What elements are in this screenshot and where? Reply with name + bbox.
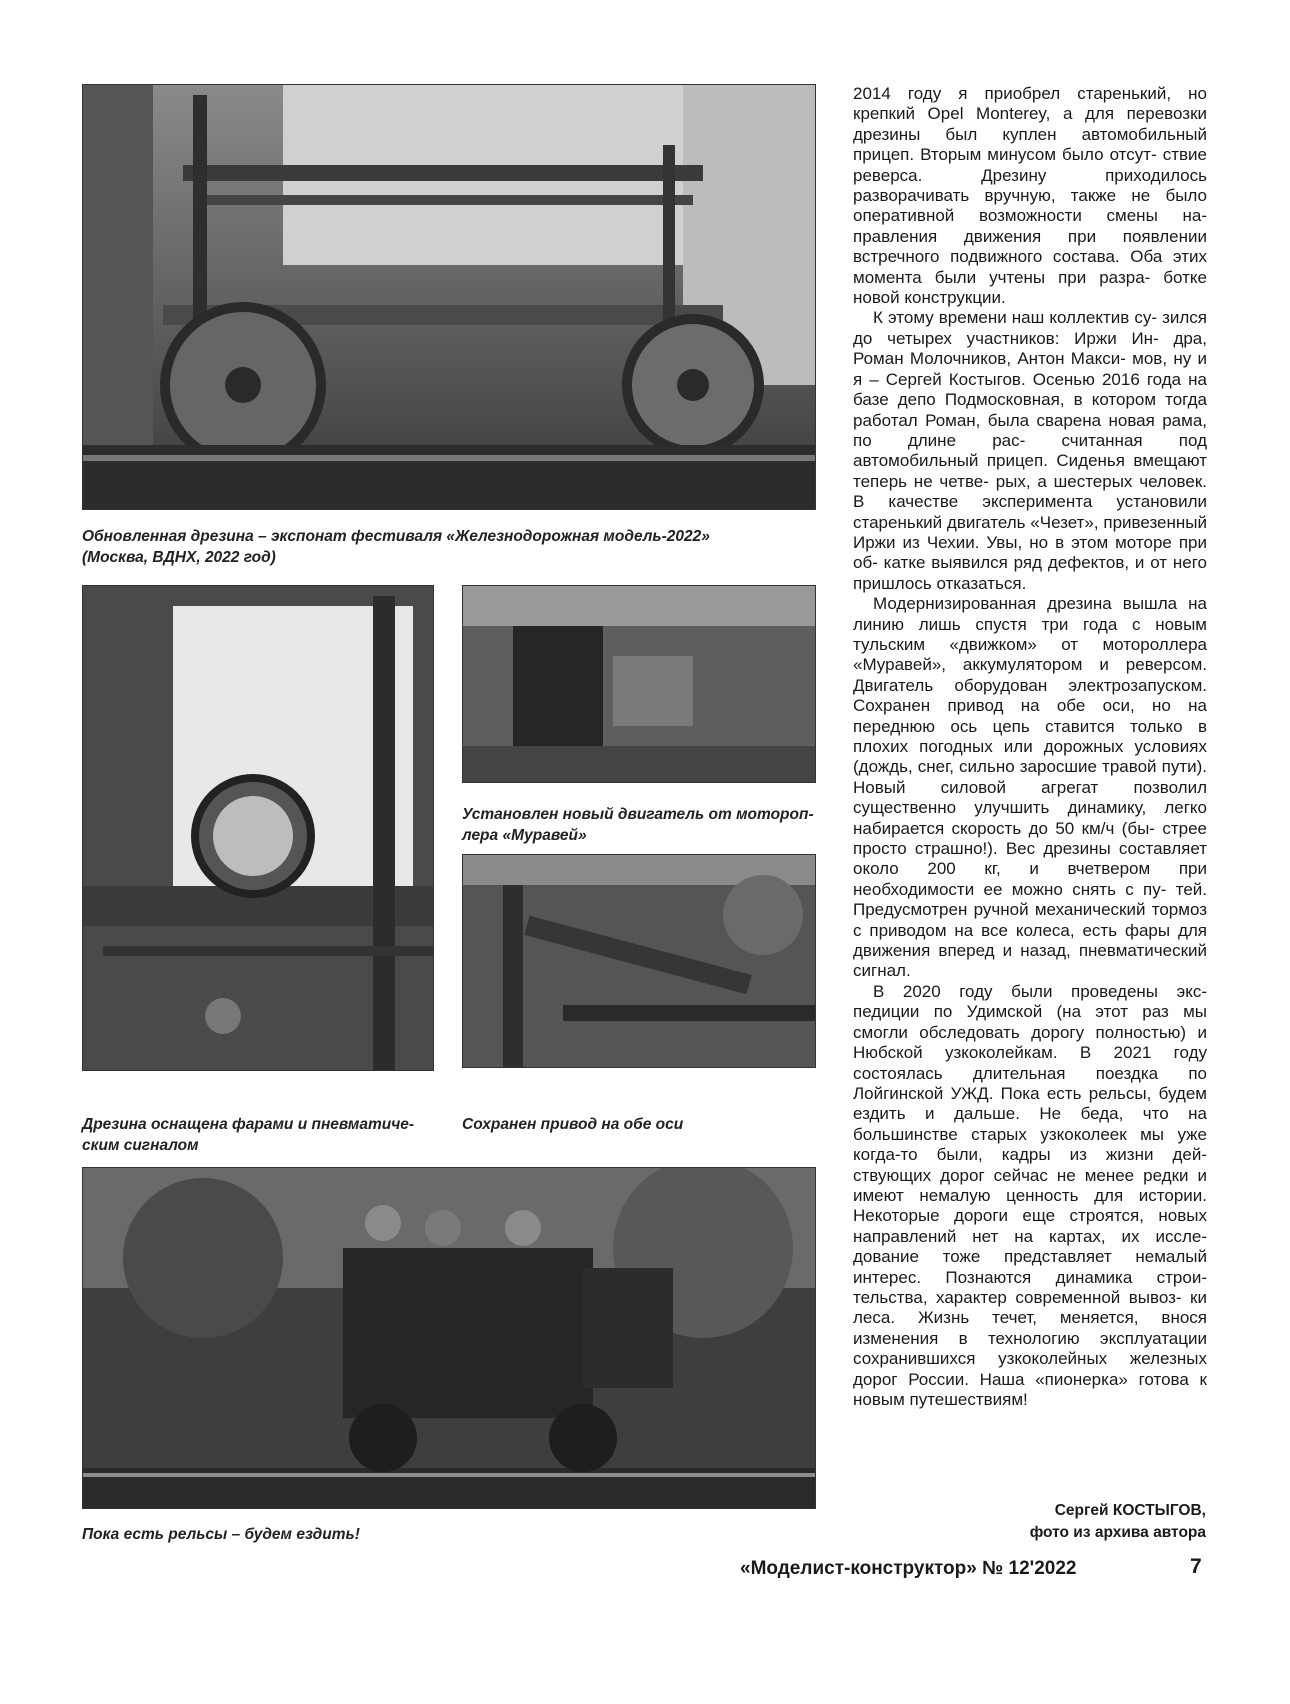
caption-expedition [82, 1524, 582, 1545]
caption-main-line-1: Обновленная дрезина – экспонат фестиваля «Железнодорожная модель-2022» [82, 528, 710, 545]
caption-headlight [82, 1114, 432, 1156]
magazine-footer: «Моделист-конструктор» № 12'2022 [740, 1558, 1077, 1579]
caption-main [82, 526, 822, 568]
photo-main-drezina [82, 84, 816, 510]
caption-expedition-line-1: Пока есть рельсы – будем ездить! [82, 1526, 360, 1543]
article-paragraph-1: 2014 году я приобрел старенький, но крепкий Opel Monterey, а для перевозки дрезины был куплен автомобильный прицеп. Вторым минусом было отсут- ствие реверса. Дрезину приходилось разворачивать вручную, также не было оперативной возможности смены на- правления движения при появлении встречного подвижного состава. Оба этих момента были учтены при разра- ботке новой конструкции. [853, 84, 1207, 308]
caption-headlight-line-2: ским сигналом [82, 1137, 199, 1154]
article-paragraph-3: Модернизированная дрезина вышла на линию лишь спустя три года с новым тульским «движком» от мотороллера «Муравей», аккумулятором и реверсом. Двигатель оборудован электрозапуском. Сохранен привод на обе оси, но на переднюю ось цепь ставится только в плохих погодных или дорожных условиях (дождь, снег, сильно заросшие травой пути). Новый силовой агрегат позволил существенно улучшить динамику, легко набирается скорость до 50 км/ч (бы- стрее просто страшно!). Вес дрезины составляет около 200 кг, и вчетвером при необходимости ее можно снять с пу- тей. Предусмотрен ручной механический тормоз с приводом на все колеса, есть фары для движения вперед и назад, пневматический сигнал. [853, 594, 1207, 981]
photo-expedition [82, 1167, 816, 1509]
caption-engine [462, 804, 822, 846]
article-paragraph-2: К этому времени наш коллектив су- зился до четырех участников: Иржи Ин- дра, Роман Молочников, Антон Макси- мов, ну и я – Сергей Костыгов. Осенью 2016 года на базе депо Подмосковная, в котором тогда работал Роман, была сварена новая рама, по длине рас- считанная под автомобильный прицеп. Сиденья вмещают теперь не четве- рых, а шестерых человек. В качестве эксперимента установили старенький двигатель «Чезет», привезенный Иржи из Чехии. Увы, но в этом моторе при об- катке выявился ряд дефектов, и от него пришлось отказаться. [853, 308, 1207, 593]
author-name: Сергей КОСТЫГОВ, [1054, 1502, 1206, 1519]
article-column [853, 84, 1207, 1410]
caption-engine-line-2: лера «Муравей» [462, 827, 587, 844]
caption-main-line-2: (Москва, ВДНХ, 2022 год) [82, 549, 276, 566]
page-number: 7 [1190, 1555, 1202, 1578]
author-signature [1030, 1500, 1206, 1544]
caption-engine-line-1: Установлен новый двигатель от мотороп- [462, 806, 814, 823]
photo-engine [462, 585, 816, 783]
photo-drive [462, 854, 816, 1068]
article-paragraph-4: В 2020 году были проведены экс- педиции по Удимской (на этот раз мы смогли обследовать дорогу полностью) и Нюбской узкоколейкам. В 2021 году состоялась длительная поездка по Лойгинской УЖД. Пока есть рельсы, будем ездить и дальше. Не беда, что на большинстве старых узкоколеек мы уже когда-то были, кадры из жизни дей- ствующих дорог сейчас не менее редки и имеют немалую ценность для истории. Некоторые дороги еще строятся, новых направлений нет на картах, их иссле- дование тоже представляет немалый интерес. Познаются динамика строи- тельства, характер современной вывоз- ки леса. Жизнь течет, меняется, внося изменения в технологию эксплуатации сохранившихся узкоколейных железных дорог России. Наша «пионерка» готова к новым путешествиям! [853, 981, 1207, 1409]
photo-headlight [82, 585, 434, 1071]
caption-drive-line-1: Сохранен привод на обе оси [462, 1116, 684, 1133]
caption-drive [462, 1114, 822, 1135]
caption-headlight-line-1: Дрезина оснащена фарами и пневматиче- [82, 1116, 415, 1133]
photo-credit: фото из архива автора [1029, 1524, 1206, 1541]
